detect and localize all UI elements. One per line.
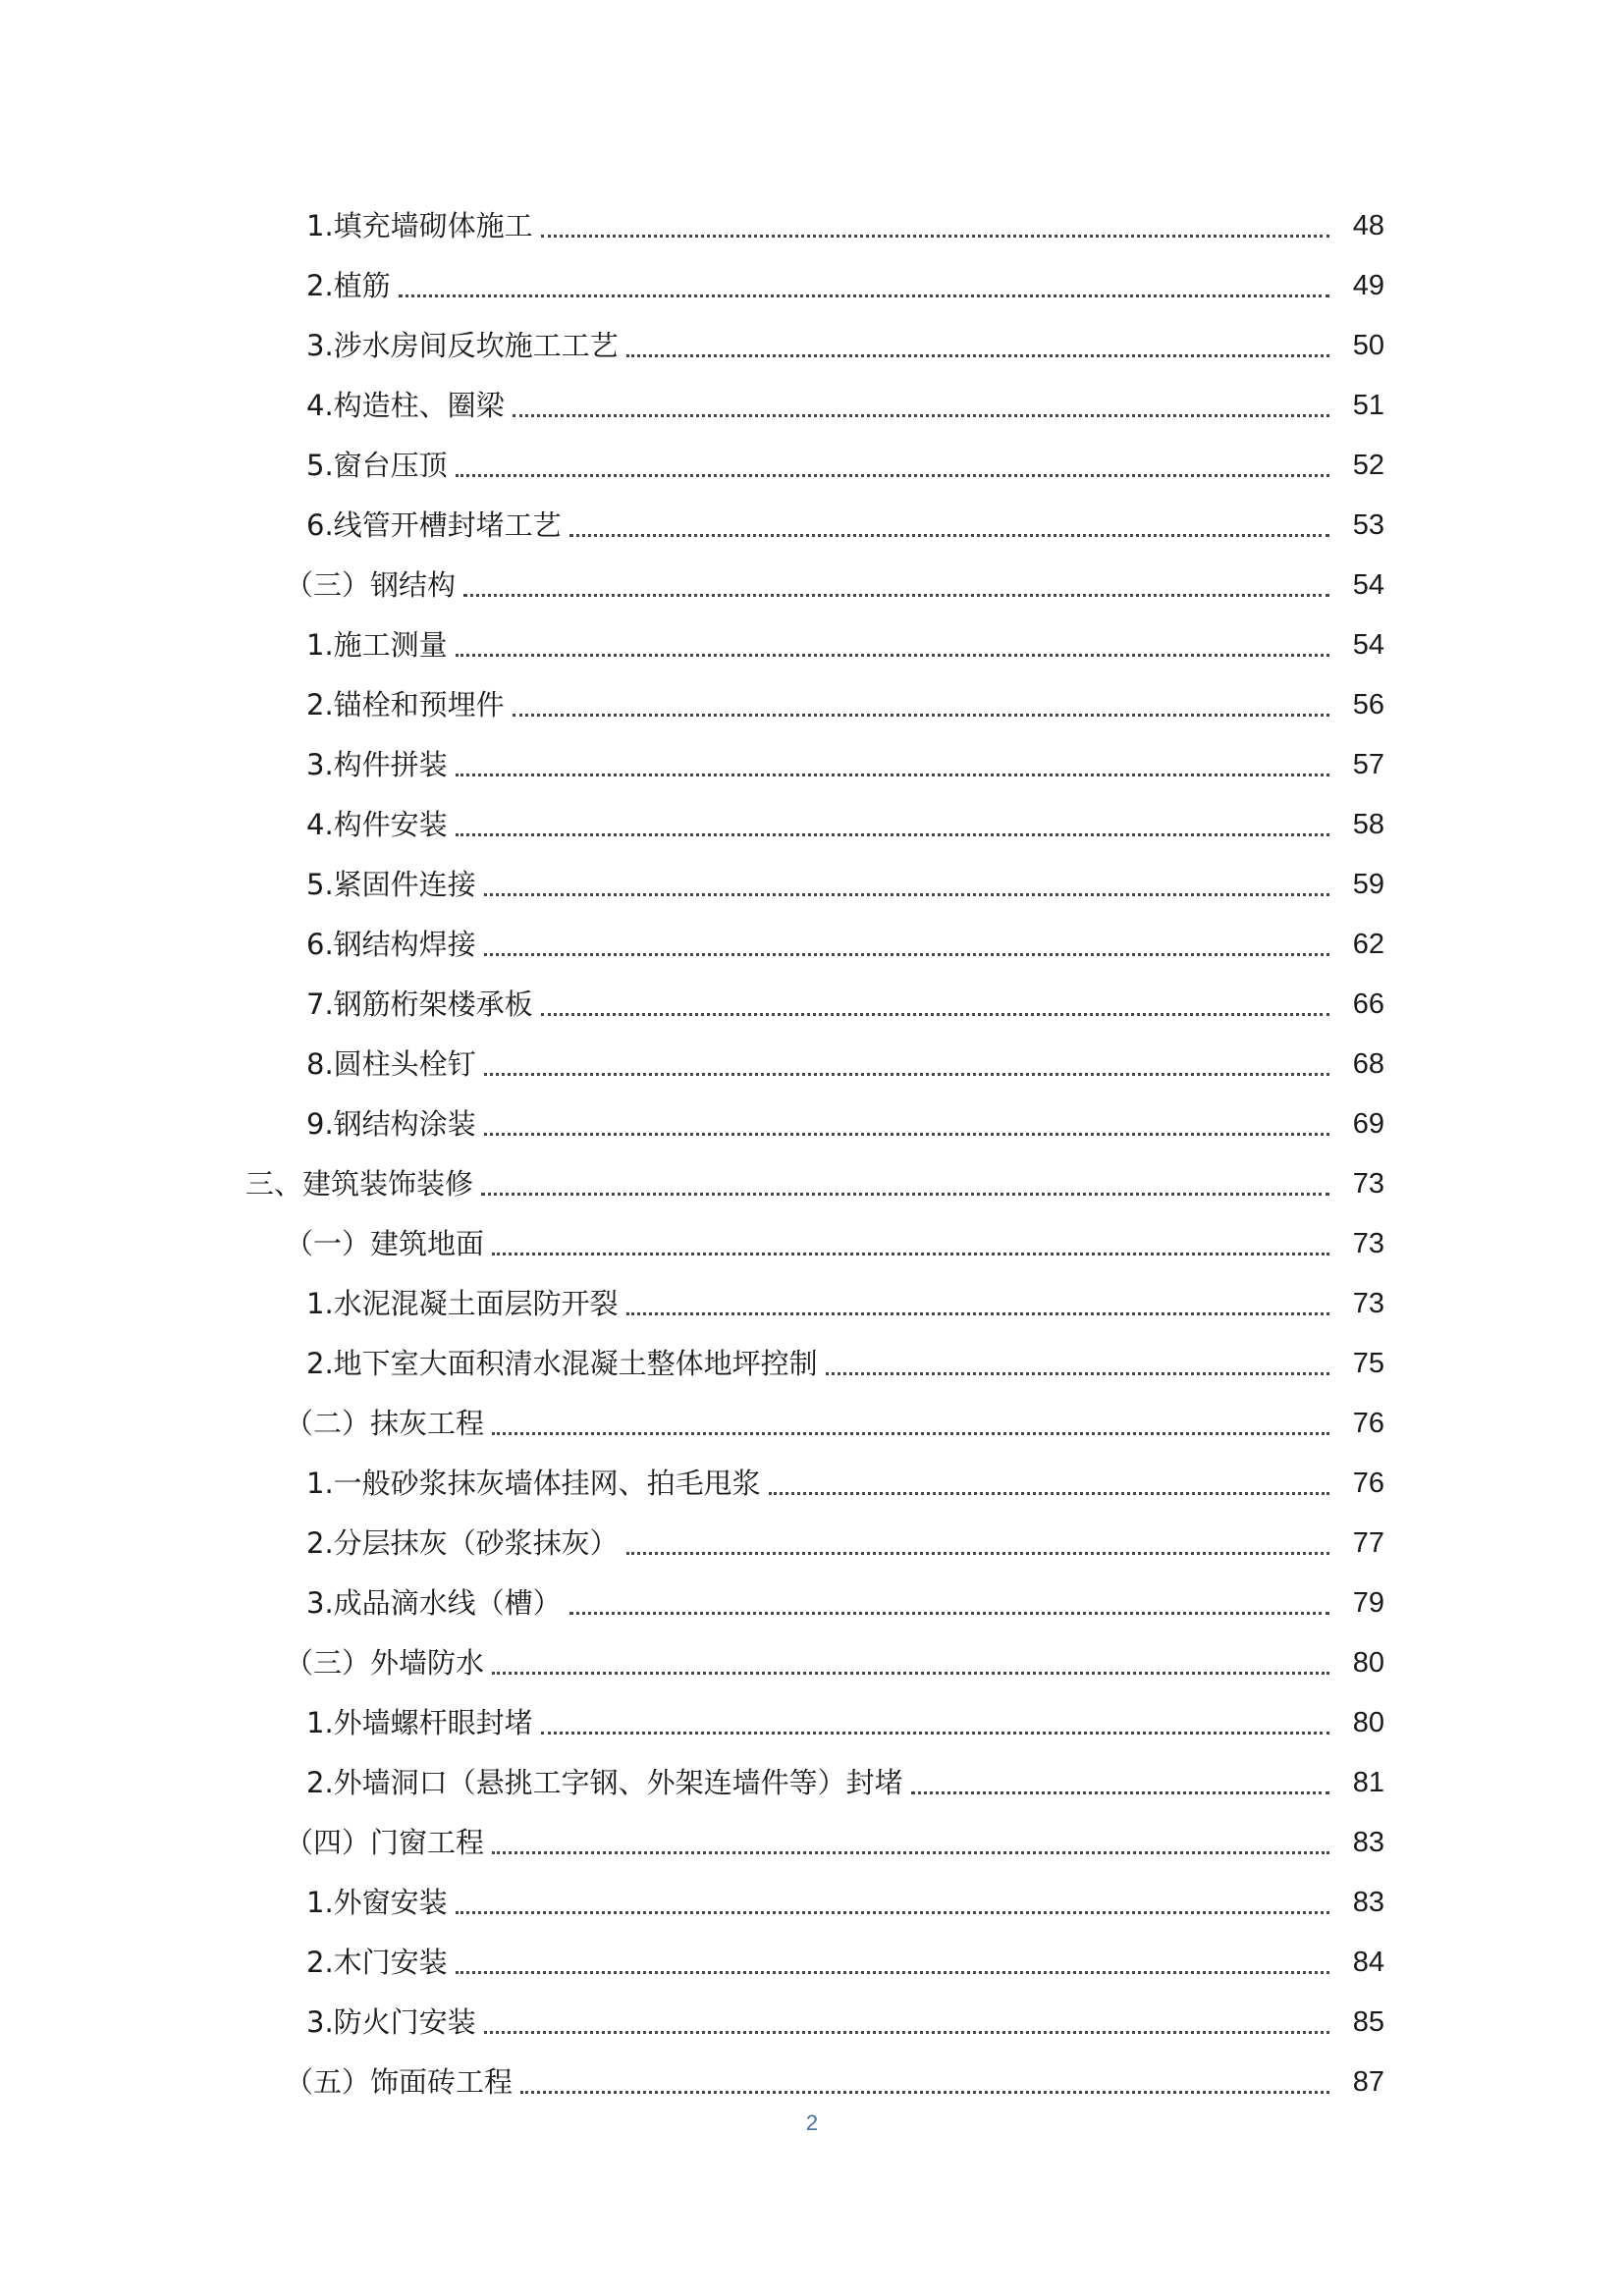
toc-entry-page: 68 (1352, 1048, 1384, 1080)
toc-entry-page: 87 (1352, 2066, 1384, 2098)
toc-entry-page: 73 (1352, 1288, 1384, 1319)
toc-entry-title: 2.分层抹灰（砂浆抹灰） (306, 1526, 619, 1560)
toc-entry-page: 76 (1352, 1468, 1384, 1499)
toc-dot-leader (769, 1492, 1329, 1495)
toc-entry-title: （四）门窗工程 (285, 1826, 485, 1859)
toc-entry-page: 84 (1352, 1947, 1384, 1978)
toc-entry-page: 48 (1352, 210, 1384, 241)
page-number: 2 (805, 2110, 819, 2135)
toc-entry-title: 1.水泥混凝土面层防开裂 (306, 1287, 619, 1320)
toc-entry-title: 2.木门安装 (306, 1946, 448, 1979)
toc-entry-page: 79 (1352, 1587, 1384, 1619)
toc-entry-title: 2.外墙洞口（悬挑工字钢、外架连墙件等）封堵 (306, 1766, 903, 1799)
toc-entry[interactable] (0, 376, 1624, 436)
toc-dot-leader (492, 1432, 1329, 1435)
toc-dot-leader (456, 833, 1329, 836)
toc-entry[interactable] (0, 1633, 1624, 1693)
toc-dot-leader (826, 1372, 1329, 1375)
toc-dot-leader (492, 1851, 1329, 1854)
toc-entry[interactable] (0, 855, 1624, 915)
toc-entry[interactable] (0, 1274, 1624, 1334)
toc-entry-page: 52 (1352, 450, 1384, 481)
toc-entry[interactable] (0, 975, 1624, 1035)
toc-entry[interactable] (0, 1933, 1624, 1993)
toc-entry[interactable] (0, 316, 1624, 376)
toc-entry[interactable] (0, 1813, 1624, 1873)
toc-entry-title: 1.填充墙砌体施工 (306, 209, 533, 242)
toc-entry[interactable] (0, 1394, 1624, 1454)
toc-dot-leader (484, 1133, 1329, 1136)
toc-dot-leader (481, 1193, 1329, 1196)
toc-entry-title: 6.钢结构焊接 (306, 928, 476, 961)
toc-entry-title: 三、建筑装饰装修 (245, 1167, 474, 1201)
toc-entry-page: 56 (1352, 689, 1384, 721)
toc-dot-leader (513, 414, 1329, 417)
toc-dot-leader (626, 354, 1329, 357)
toc-entry-title: 2.植筋 (306, 269, 391, 302)
toc-entry-title: 3.成品滴水线（槽） (306, 1586, 562, 1620)
toc-entry-title: 4.构造柱、圈梁 (306, 389, 505, 422)
toc-entry[interactable] (0, 735, 1624, 795)
toc-entry-title: 3.构件拼装 (306, 748, 448, 781)
toc-entry[interactable] (0, 436, 1624, 496)
toc-dot-leader (626, 1312, 1329, 1315)
toc-entry-title: 5.紧固件连接 (306, 868, 476, 901)
toc-entry-page: 73 (1352, 1228, 1384, 1259)
toc-entry-page: 83 (1352, 1887, 1384, 1918)
toc-entry-page: 51 (1352, 390, 1384, 421)
toc-entry-page: 76 (1352, 1408, 1384, 1439)
toc-entry[interactable] (0, 1454, 1624, 1514)
toc-entry-title: （三）外墙防水 (285, 1646, 485, 1680)
toc-entry-page: 85 (1352, 2006, 1384, 2038)
toc-dot-leader (569, 1612, 1329, 1615)
toc-dot-leader (456, 1911, 1329, 1914)
toc-dot-leader (456, 1971, 1329, 1974)
toc-entry-title: 2.锚栓和预埋件 (306, 688, 505, 721)
toc-entry-title: （五）饰面砖工程 (285, 2065, 514, 2099)
toc-entry-title: 1.施工测量 (306, 628, 448, 662)
toc-dot-leader (513, 714, 1329, 717)
toc-dot-leader (399, 294, 1329, 297)
toc-entry[interactable] (0, 795, 1624, 855)
toc-entry-page: 75 (1352, 1348, 1384, 1379)
table-of-contents (0, 196, 1624, 2112)
toc-entry-title: 1.外窗安装 (306, 1886, 448, 1919)
toc-dot-leader (541, 1732, 1329, 1735)
toc-entry-title: （一）建筑地面 (285, 1227, 485, 1260)
toc-dot-leader (484, 953, 1329, 956)
toc-entry-page: 69 (1352, 1108, 1384, 1140)
toc-entry-page: 57 (1352, 749, 1384, 780)
toc-entry-page: 59 (1352, 869, 1384, 900)
toc-entry-page: 58 (1352, 809, 1384, 840)
toc-entry-title: （三）钢结构 (285, 568, 457, 602)
toc-entry-title: 5.窗台压顶 (306, 449, 448, 482)
toc-entry[interactable] (0, 1214, 1624, 1274)
toc-dot-leader (484, 2031, 1329, 2034)
toc-entry[interactable] (0, 1035, 1624, 1095)
toc-entry-page: 80 (1352, 1707, 1384, 1738)
toc-entry-page: 81 (1352, 1767, 1384, 1798)
toc-entry-title: 3.涉水房间反坎施工工艺 (306, 329, 619, 362)
toc-entry-page: 54 (1352, 629, 1384, 661)
toc-dot-leader (456, 474, 1329, 477)
toc-entry[interactable] (0, 1753, 1624, 1813)
toc-entry-page: 77 (1352, 1527, 1384, 1559)
toc-dot-leader (569, 534, 1329, 537)
toc-dot-leader (541, 1013, 1329, 1016)
toc-entry-page: 49 (1352, 270, 1384, 301)
toc-entry[interactable] (0, 2053, 1624, 2112)
toc-entry-page: 54 (1352, 569, 1384, 601)
toc-dot-leader (456, 774, 1329, 776)
toc-entry-title: （二）抹灰工程 (285, 1407, 485, 1440)
toc-entry[interactable] (0, 1154, 1624, 1214)
toc-entry[interactable] (0, 1873, 1624, 1933)
toc-entry-page: 62 (1352, 929, 1384, 960)
toc-entry-title: 9.钢结构涂装 (306, 1107, 476, 1141)
toc-dot-leader (492, 1253, 1329, 1255)
toc-dot-leader (541, 235, 1329, 238)
toc-dot-leader (520, 2091, 1329, 2094)
toc-dot-leader (911, 1791, 1329, 1794)
toc-entry-page: 80 (1352, 1647, 1384, 1679)
toc-entry[interactable] (0, 1334, 1624, 1394)
toc-entry-page: 50 (1352, 330, 1384, 361)
toc-entry[interactable] (0, 556, 1624, 615)
toc-entry-title: 6.线管开槽封堵工艺 (306, 508, 562, 542)
toc-entry-title: 1.外墙螺杆眼封堵 (306, 1706, 533, 1739)
toc-entry[interactable] (0, 675, 1624, 735)
toc-entry-page: 83 (1352, 1827, 1384, 1858)
toc-dot-leader (484, 893, 1329, 896)
toc-entry[interactable] (0, 1993, 1624, 2053)
toc-entry-title: 2.地下室大面积清水混凝土整体地坪控制 (306, 1347, 818, 1380)
toc-entry-title: 7.钢筋桁架楼承板 (306, 988, 533, 1021)
toc-entry-page: 73 (1352, 1168, 1384, 1200)
toc-entry[interactable] (0, 615, 1624, 675)
toc-dot-leader (492, 1672, 1329, 1675)
toc-entry[interactable] (0, 1095, 1624, 1154)
toc-entry-title: 8.圆柱头栓钉 (306, 1047, 476, 1081)
toc-dot-leader (456, 654, 1329, 657)
toc-entry[interactable] (0, 256, 1624, 316)
toc-entry[interactable] (0, 1514, 1624, 1574)
toc-dot-leader (484, 1073, 1329, 1076)
toc-entry-title: 3.防火门安装 (306, 2005, 476, 2039)
toc-dot-leader (626, 1552, 1329, 1555)
toc-entry-title: 4.构件安装 (306, 808, 448, 841)
toc-entry-page: 53 (1352, 509, 1384, 541)
toc-entry-title: 1.一般砂浆抹灰墙体挂网、拍毛甩浆 (306, 1467, 761, 1500)
toc-entry[interactable] (0, 496, 1624, 556)
toc-entry[interactable] (0, 915, 1624, 975)
toc-entry[interactable] (0, 196, 1624, 256)
toc-entry[interactable] (0, 1693, 1624, 1753)
toc-dot-leader (463, 594, 1329, 597)
toc-entry-page: 66 (1352, 988, 1384, 1020)
toc-entry[interactable] (0, 1574, 1624, 1633)
